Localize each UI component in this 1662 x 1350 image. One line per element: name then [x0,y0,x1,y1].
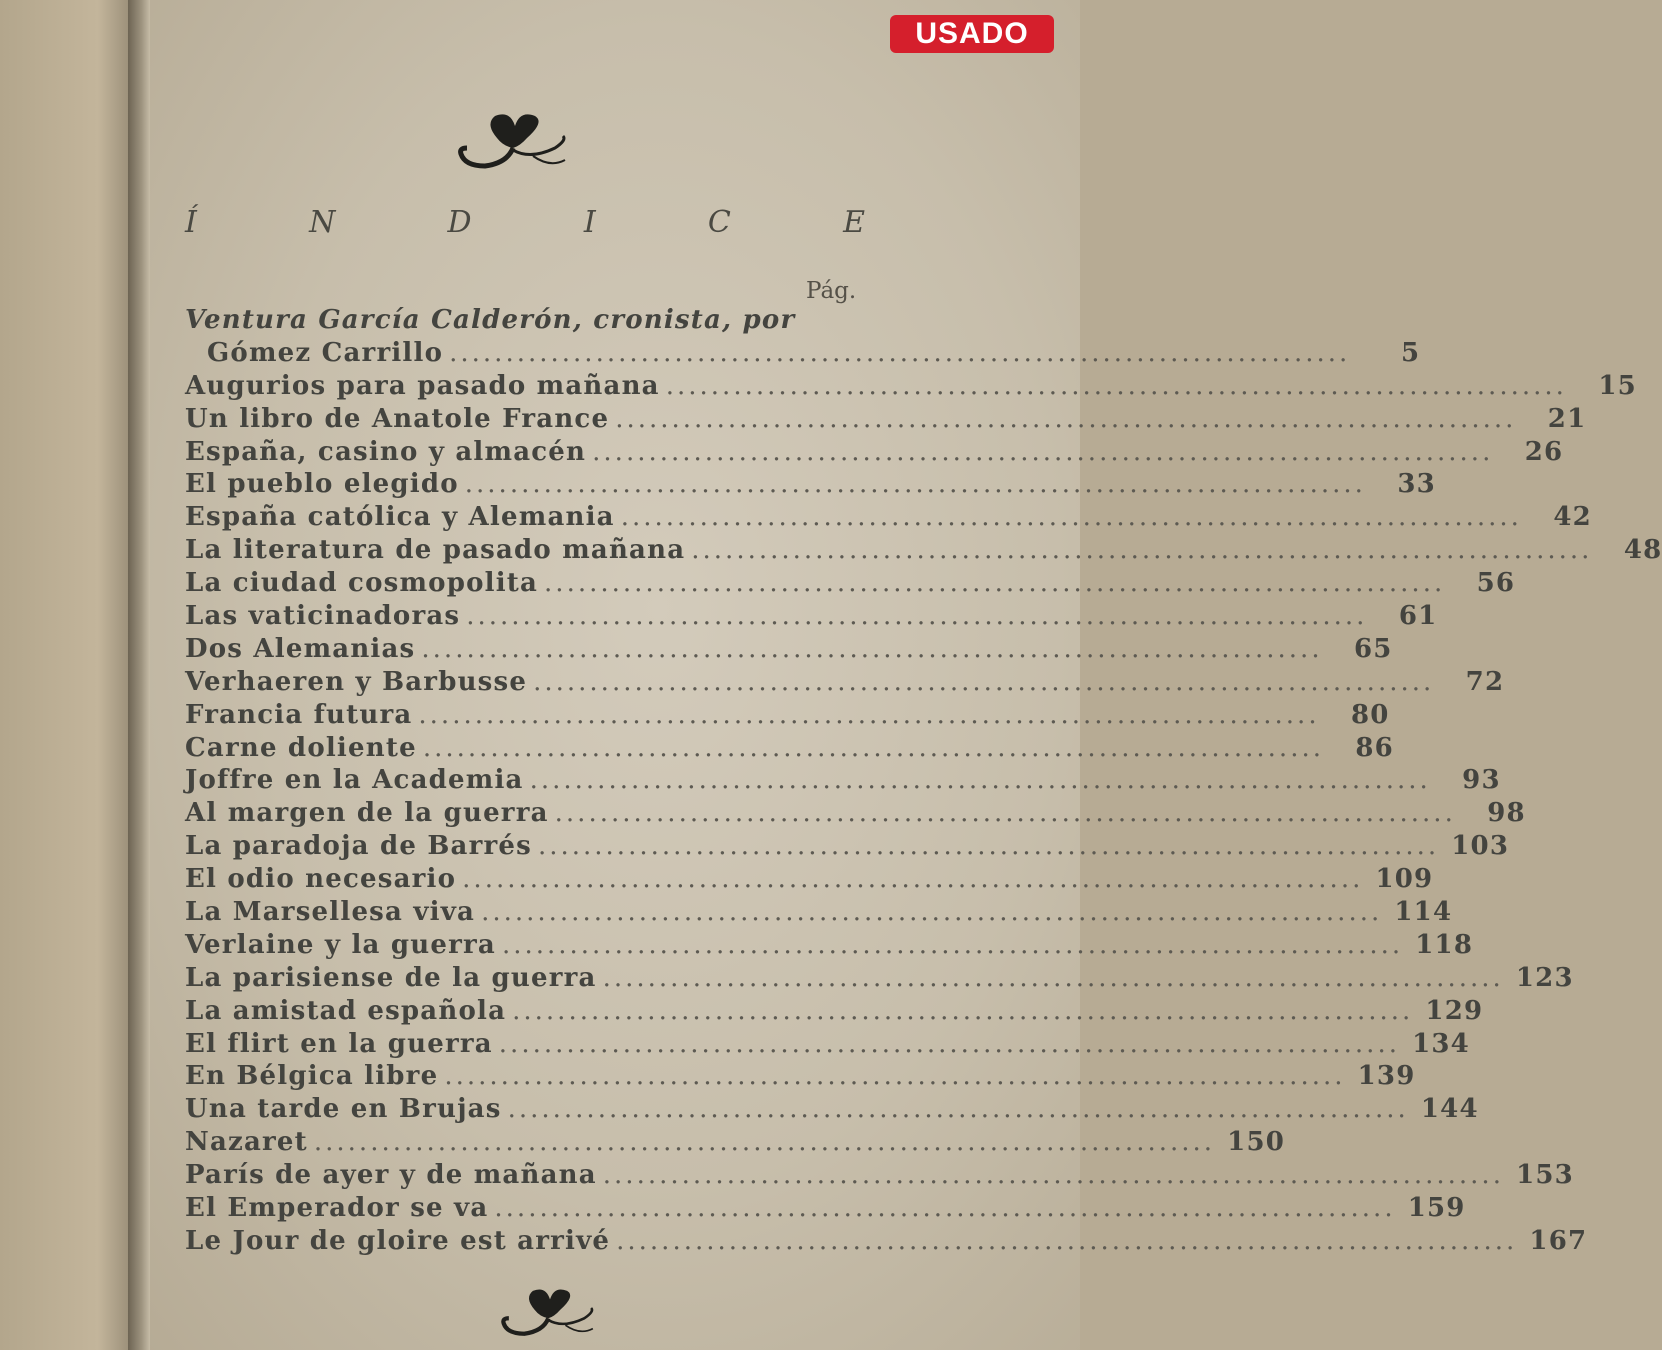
toc-entry [185,1193,1466,1226]
toc-leader-dots: ................................................................................ [444,1061,1346,1092]
tulip-ornament-icon [498,1284,602,1344]
toc-leader-dots: ................................................................................ [691,535,1593,566]
toc-leader-dots: ................................................................................ [313,1127,1216,1158]
toc-entry-page: 159 [1407,1193,1466,1224]
toc-entry-page: 80 [1350,699,1390,730]
toc-entry-page: 134 [1412,1028,1470,1059]
toc-entry-page: 103 [1451,831,1510,862]
toc-entry-page: 98 [1487,798,1526,829]
toc-entry-title: La paradoja de Barrés [185,831,532,862]
toc-entry-page: 65 [1353,633,1393,664]
toc-entry [185,568,1516,601]
toc-leader-dots: ................................................................................ [615,403,1517,434]
toc-entry [185,831,1510,864]
toc-entry-page: 93 [1462,765,1501,796]
toc-entry [185,633,1393,667]
toc-leader-dots: ................................................................................ [494,1193,1396,1224]
toc-leader-dots: ................................................................................ [602,962,1504,993]
toc-entry-page: 61 [1398,601,1438,632]
toc-entry [185,929,1474,963]
title-letter: Í [185,205,197,240]
toc-leader-dots: ................................................................................ [421,633,1323,664]
toc-entry [185,1061,1416,1094]
toc-entry-page: 118 [1415,929,1474,960]
toc-leader-dots: ................................................................................ [616,1225,1518,1256]
toc-entry-page: 33 [1397,469,1436,500]
toc-entry-page: 48 [1623,535,1662,566]
toc-entry-page: 42 [1553,502,1592,533]
toc-entry [185,699,1390,733]
toc-entry-title: Carne doliente [185,732,417,763]
toc-leader-dots: ................................................................................ [554,798,1456,829]
toc-entry-page: 167 [1529,1225,1588,1256]
toc-entry-title: La literatura de pasado mañana [185,535,686,566]
toc-leader-dots: ................................................................................ [533,666,1435,697]
toc-entry-title: Nazaret [185,1127,308,1158]
toc-entry [185,305,865,338]
toc-entry-page: 5 [1401,337,1421,368]
toc-entry [185,897,1453,930]
toc-entry-page: 26 [1524,436,1564,467]
title-letter: E [843,205,865,240]
toc-entry [185,337,1421,371]
toc-entry-title: Las vaticinadoras [185,601,461,632]
tulip-ornament-icon [455,108,575,178]
toc-entry-title: Verhaeren y Barbusse [185,666,528,697]
toc-entry-title: Le Jour de gloire est arrivé [185,1225,611,1256]
page-column-label: Pág. [806,278,857,304]
toc-entry-page: 86 [1355,732,1394,763]
toc-entry-page: 129 [1425,995,1484,1026]
toc-entry-title: Una tarde en Brujas [185,1094,502,1125]
toc-entry-title: El pueblo elegido [185,469,459,500]
toc-entry-title: Un libro de Anatole France [185,403,610,434]
title-letter: I [583,205,596,240]
toc-entry [185,1094,1479,1127]
toc-entry-page: 72 [1465,666,1505,697]
toc-leader-dots: ................................................................................ [529,765,1431,796]
toc-entry [185,1127,1286,1160]
toc-entry-page: 153 [1516,1160,1574,1191]
toc-entry [185,469,1436,502]
toc-entry [185,765,1501,798]
used-badge: USADO [890,15,1054,53]
toc-entry [185,601,1438,634]
toc-entry [185,732,1394,766]
toc-entry-title: París de ayer y de mañana [185,1160,597,1191]
toc-leader-dots: ................................................................................ [544,568,1446,599]
toc-entry-title: Joffre en la Academia [185,765,524,796]
toc-leader-dots: ................................................................................ [464,469,1366,500]
toc-entry-title: Al margen de la guerra [185,798,549,829]
toc-leader-dots: ................................................................................ [620,502,1522,533]
toc-entry-page: 21 [1547,403,1587,434]
toc-entry-title: Gómez Carrillo [207,337,444,368]
toc-entry [185,1225,1588,1259]
toc-entry [185,1160,1574,1193]
toc-entry-title: Verlaine y la guerra [185,929,496,960]
toc-entry [185,666,1505,700]
toc-entry-title: La amistad española [185,995,507,1026]
toc-entry-title: España católica y Alemania [185,502,615,533]
toc-leader-dots: ................................................................................ [507,1094,1409,1125]
toc-entry-page: 123 [1515,962,1574,993]
toc-entry-page: 150 [1227,1127,1286,1158]
toc-entry-title: Francia futura [185,699,413,730]
toc-entry-title: España, casino y almacén [185,436,587,467]
toc-entry-title: Dos Alemanias [185,633,416,664]
toc-entry-page: 114 [1394,897,1453,928]
book-gutter [128,0,150,1350]
toc-entry-title: El Emperador se va [185,1193,489,1224]
toc-leader-dots: ................................................................................ [498,1028,1400,1059]
toc-entry-title: El odio necesario [185,864,457,895]
toc-entry [185,403,1587,437]
toc-entry-title: En Bélgica libre [185,1061,439,1092]
toc-leader-dots: ................................................................................ [462,864,1364,895]
title-letter: N [309,205,336,240]
toc-entry-title: La Marsellesa viva [185,897,476,928]
toc-entry-title: La parisiense de la guerra [185,962,597,993]
left-page-edge [0,0,140,1350]
toc-entry [185,535,1662,568]
toc-leader-dots: ................................................................................ [449,337,1351,368]
toc-entry-page: 144 [1420,1094,1479,1125]
title-letter: D [447,205,472,240]
toc-entry-page: 56 [1476,568,1516,599]
toc-entry-page: 139 [1357,1061,1416,1092]
toc-leader-dots: ................................................................................ [501,929,1404,960]
toc-entry [185,502,1592,535]
toc-entry [185,995,1484,1029]
toc-entry-title: Ventura García Calderón, cronista, por [185,305,796,335]
toc-leader-dots: ................................................................................ [418,699,1320,730]
table-of-contents [185,305,1662,1259]
toc-entry-title: El flirt en la guerra [185,1028,493,1059]
toc-leader-dots: ................................................................................ [422,732,1324,763]
toc-leader-dots: ................................................................................ [466,601,1368,632]
toc-entry [185,436,1564,470]
toc-entry [185,798,1526,831]
toc-entry [185,1028,1470,1062]
toc-entry-page: 15 [1598,370,1637,401]
toc-entry [185,962,1574,996]
toc-entry [185,864,1434,897]
toc-leader-dots: ................................................................................ [512,995,1414,1026]
index-title [185,205,865,240]
toc-leader-dots: ................................................................................ [602,1160,1504,1191]
toc-leader-dots: ................................................................................ [481,897,1383,928]
toc-entry [185,370,1637,404]
toc-entry-title: Augurios para pasado mañana [185,370,660,401]
toc-entry-page: 109 [1375,864,1434,895]
toc-leader-dots: ................................................................................ [537,831,1440,862]
title-letter: C [707,205,731,240]
toc-entry-title: La ciudad cosmopolita [185,568,539,599]
toc-leader-dots: ................................................................................ [665,370,1567,401]
toc-leader-dots: ................................................................................ [592,436,1494,467]
